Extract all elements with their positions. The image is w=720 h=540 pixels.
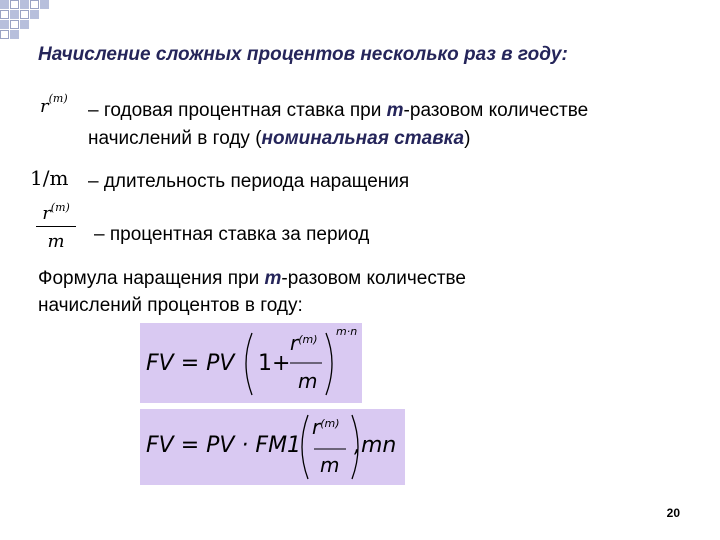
period-length-symbol: 1/m bbox=[30, 166, 69, 190]
formula-lhs: FV = PV bbox=[146, 351, 235, 376]
nominal-rate-definition bbox=[88, 98, 588, 124]
fraction-superscript: (m) bbox=[50, 201, 70, 214]
formula-intro-cont: начислений процентов в году: bbox=[38, 295, 303, 316]
period-rate-fraction bbox=[36, 203, 76, 252]
formula-parentheses bbox=[140, 323, 362, 403]
compound-formula-box bbox=[140, 323, 362, 403]
formula-intro bbox=[38, 266, 466, 292]
formula-tail: ,mn bbox=[354, 433, 397, 458]
period-rate-definition: – процентная ставка за период bbox=[94, 224, 370, 245]
nominal-rate-term: номинальная ставка bbox=[261, 128, 465, 149]
symbol-superscript: (m) bbox=[48, 92, 68, 105]
page-number: 20 bbox=[666, 506, 680, 520]
formula-one-plus: 1+ bbox=[258, 351, 291, 376]
intro-text: -разовом количестве bbox=[281, 268, 466, 289]
numerator-base: r bbox=[290, 331, 299, 355]
numerator-superscript: (m) bbox=[320, 417, 340, 430]
period-length-definition: – длительность периода наращения bbox=[88, 171, 410, 192]
definition-text: -разовом количестве bbox=[403, 100, 589, 121]
slide-title: Начисление сложных процентов несколько раз в году: bbox=[38, 44, 568, 65]
nominal-rate-symbol bbox=[40, 92, 68, 117]
intro-text: Формула наращения при bbox=[38, 268, 265, 289]
fraction-numerator: r bbox=[42, 203, 51, 224]
formula-numerator bbox=[312, 415, 340, 439]
numerator-superscript: (m) bbox=[298, 333, 318, 346]
multiplier-formula-box bbox=[140, 409, 405, 485]
corner-decoration bbox=[0, 0, 60, 48]
formula-numerator bbox=[290, 331, 318, 355]
formula-denominator: m bbox=[320, 453, 340, 477]
fraction-denominator: m bbox=[47, 231, 65, 252]
definition-text: ) bbox=[464, 128, 471, 149]
definition-text: – годовая процентная ставка при bbox=[88, 100, 387, 121]
numerator-base: r bbox=[312, 415, 321, 439]
symbol-base: r bbox=[40, 96, 49, 117]
m-variable: m bbox=[386, 100, 404, 121]
definition-text: начислений в году ( bbox=[88, 128, 262, 149]
formula-exponent: m·n bbox=[336, 325, 358, 338]
formula-denominator: m bbox=[298, 369, 318, 393]
nominal-rate-definition-cont bbox=[88, 126, 470, 152]
m-variable: m bbox=[264, 268, 282, 289]
formula-lhs: FV = PV · FM1 bbox=[146, 433, 302, 458]
